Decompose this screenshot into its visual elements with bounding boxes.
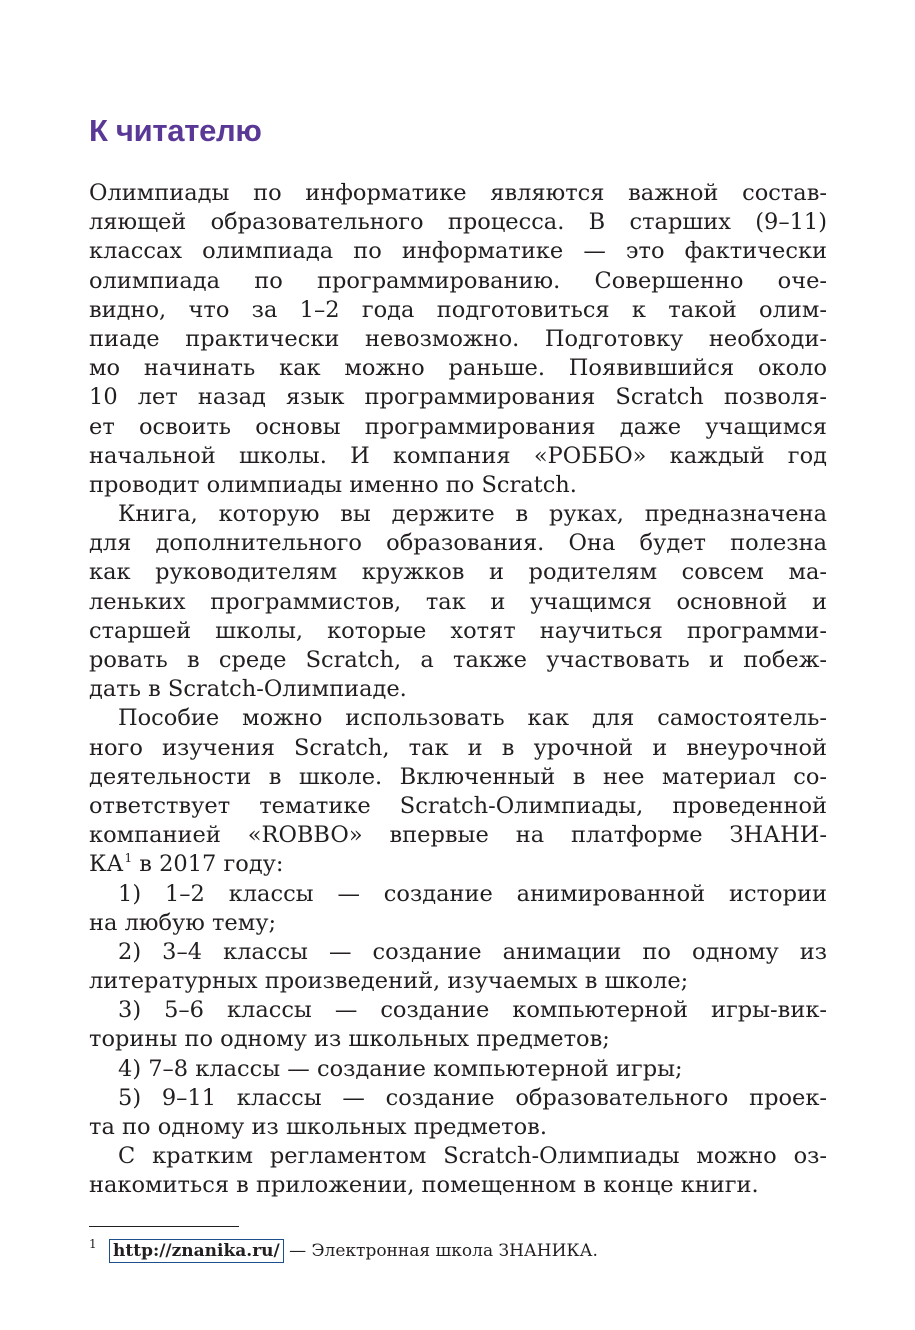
text-line: та по одному из школьных предметов.: [89, 1114, 547, 1140]
page-title: К читателю: [89, 113, 262, 148]
text-line: ного изучения Scratch, так и в урочной и внеурочной: [89, 734, 827, 761]
footnote-text: — Электронная школа ЗНАНИКА.: [283, 1241, 598, 1261]
text-line: классах олимпиада по информатике — это фактически: [89, 238, 827, 265]
list-item: 1) 1–2 классы — создание анимированной истории: [118, 880, 827, 907]
body-text: [89, 179, 827, 1201]
text-line: Пособие можно использовать как для самостоятель-: [118, 705, 827, 732]
text-line: олимпиада по программированию. Совершенно оче-: [89, 267, 827, 294]
list-item: 4) 7–8 классы — создание компьютерной игры;: [118, 1055, 683, 1082]
text-line: пиаде практически невозможно. Подготовку необходи-: [89, 325, 827, 352]
text-line: ет освоить основы программирования даже учащимся: [89, 413, 827, 440]
text-line: видно, что за 1–2 года подготовиться к такой олим-: [89, 296, 827, 323]
text-line: накомиться в приложении, помещенном в конце книги.: [89, 1172, 759, 1199]
text-line: на любую тему;: [89, 909, 277, 936]
list-item: 3) 5–6 классы — создание компьютерной игры-вик-: [118, 997, 827, 1024]
text-line: деятельности в школе. Включенный в нее материал со-: [89, 763, 827, 790]
text-line: Книга, которую вы держите в руках, предназначена: [118, 501, 827, 528]
text-line: С кратким регламентом Scratch-Олимпиады можно оз-: [118, 1143, 827, 1170]
text-line: Олимпиады по информатике являются важной состав-: [89, 180, 827, 206]
text-line: проводит олимпиады именно по Scratch.: [89, 471, 577, 498]
text-line: для дополнительного образования. Она будет полезна: [89, 530, 827, 557]
text-line: торины по одному из школьных предметов;: [89, 1026, 610, 1053]
text-line: ровать в среде Scratch, а также участвовать и побеж-: [89, 647, 827, 673]
footnote: 1 http://znanika.ru/ — Электронная школа ЗНАНИКА.: [89, 1237, 598, 1261]
text-line: литературных произведений, изучаемых в школе;: [89, 968, 689, 995]
text-line: [89, 850, 827, 879]
text-line: леньких программистов, так и учащимся основной и: [89, 588, 827, 615]
text-line: компанией «ROBBO» впервые на платформе ЗНАНИ-: [89, 822, 827, 849]
text-line: ляющей образовательного процесса. В старших (9–11): [89, 209, 827, 236]
text-line: начальной школы. И компания «РОББО» каждый год: [89, 442, 827, 469]
text-fragment: КА: [89, 851, 124, 878]
text-line: старшей школы, которые хотят научиться программи-: [89, 617, 827, 644]
text-line: дать в Scratch-Олимпиаде.: [89, 676, 407, 703]
footnote-divider: [89, 1226, 239, 1227]
text-line: 10 лет назад язык программирования Scratch позволя-: [89, 384, 827, 411]
text-line: как руководителям кружков и родителям совсем ма-: [89, 559, 827, 586]
text-line: ответствует тематике Scratch-Олимпиады, проведенной: [89, 792, 827, 819]
list-item: 5) 9–11 классы — создание образовательного проек-: [118, 1084, 827, 1111]
footnote-reference: 1: [124, 851, 133, 866]
text-fragment: в 2017 году:: [132, 851, 284, 878]
text-line: мо начинать как можно раньше. Появившийся около: [89, 355, 827, 382]
list-item: 2) 3–4 классы — создание анимации по одному из: [118, 938, 827, 965]
footnote-link[interactable]: http://znanika.ru/: [109, 1239, 284, 1263]
